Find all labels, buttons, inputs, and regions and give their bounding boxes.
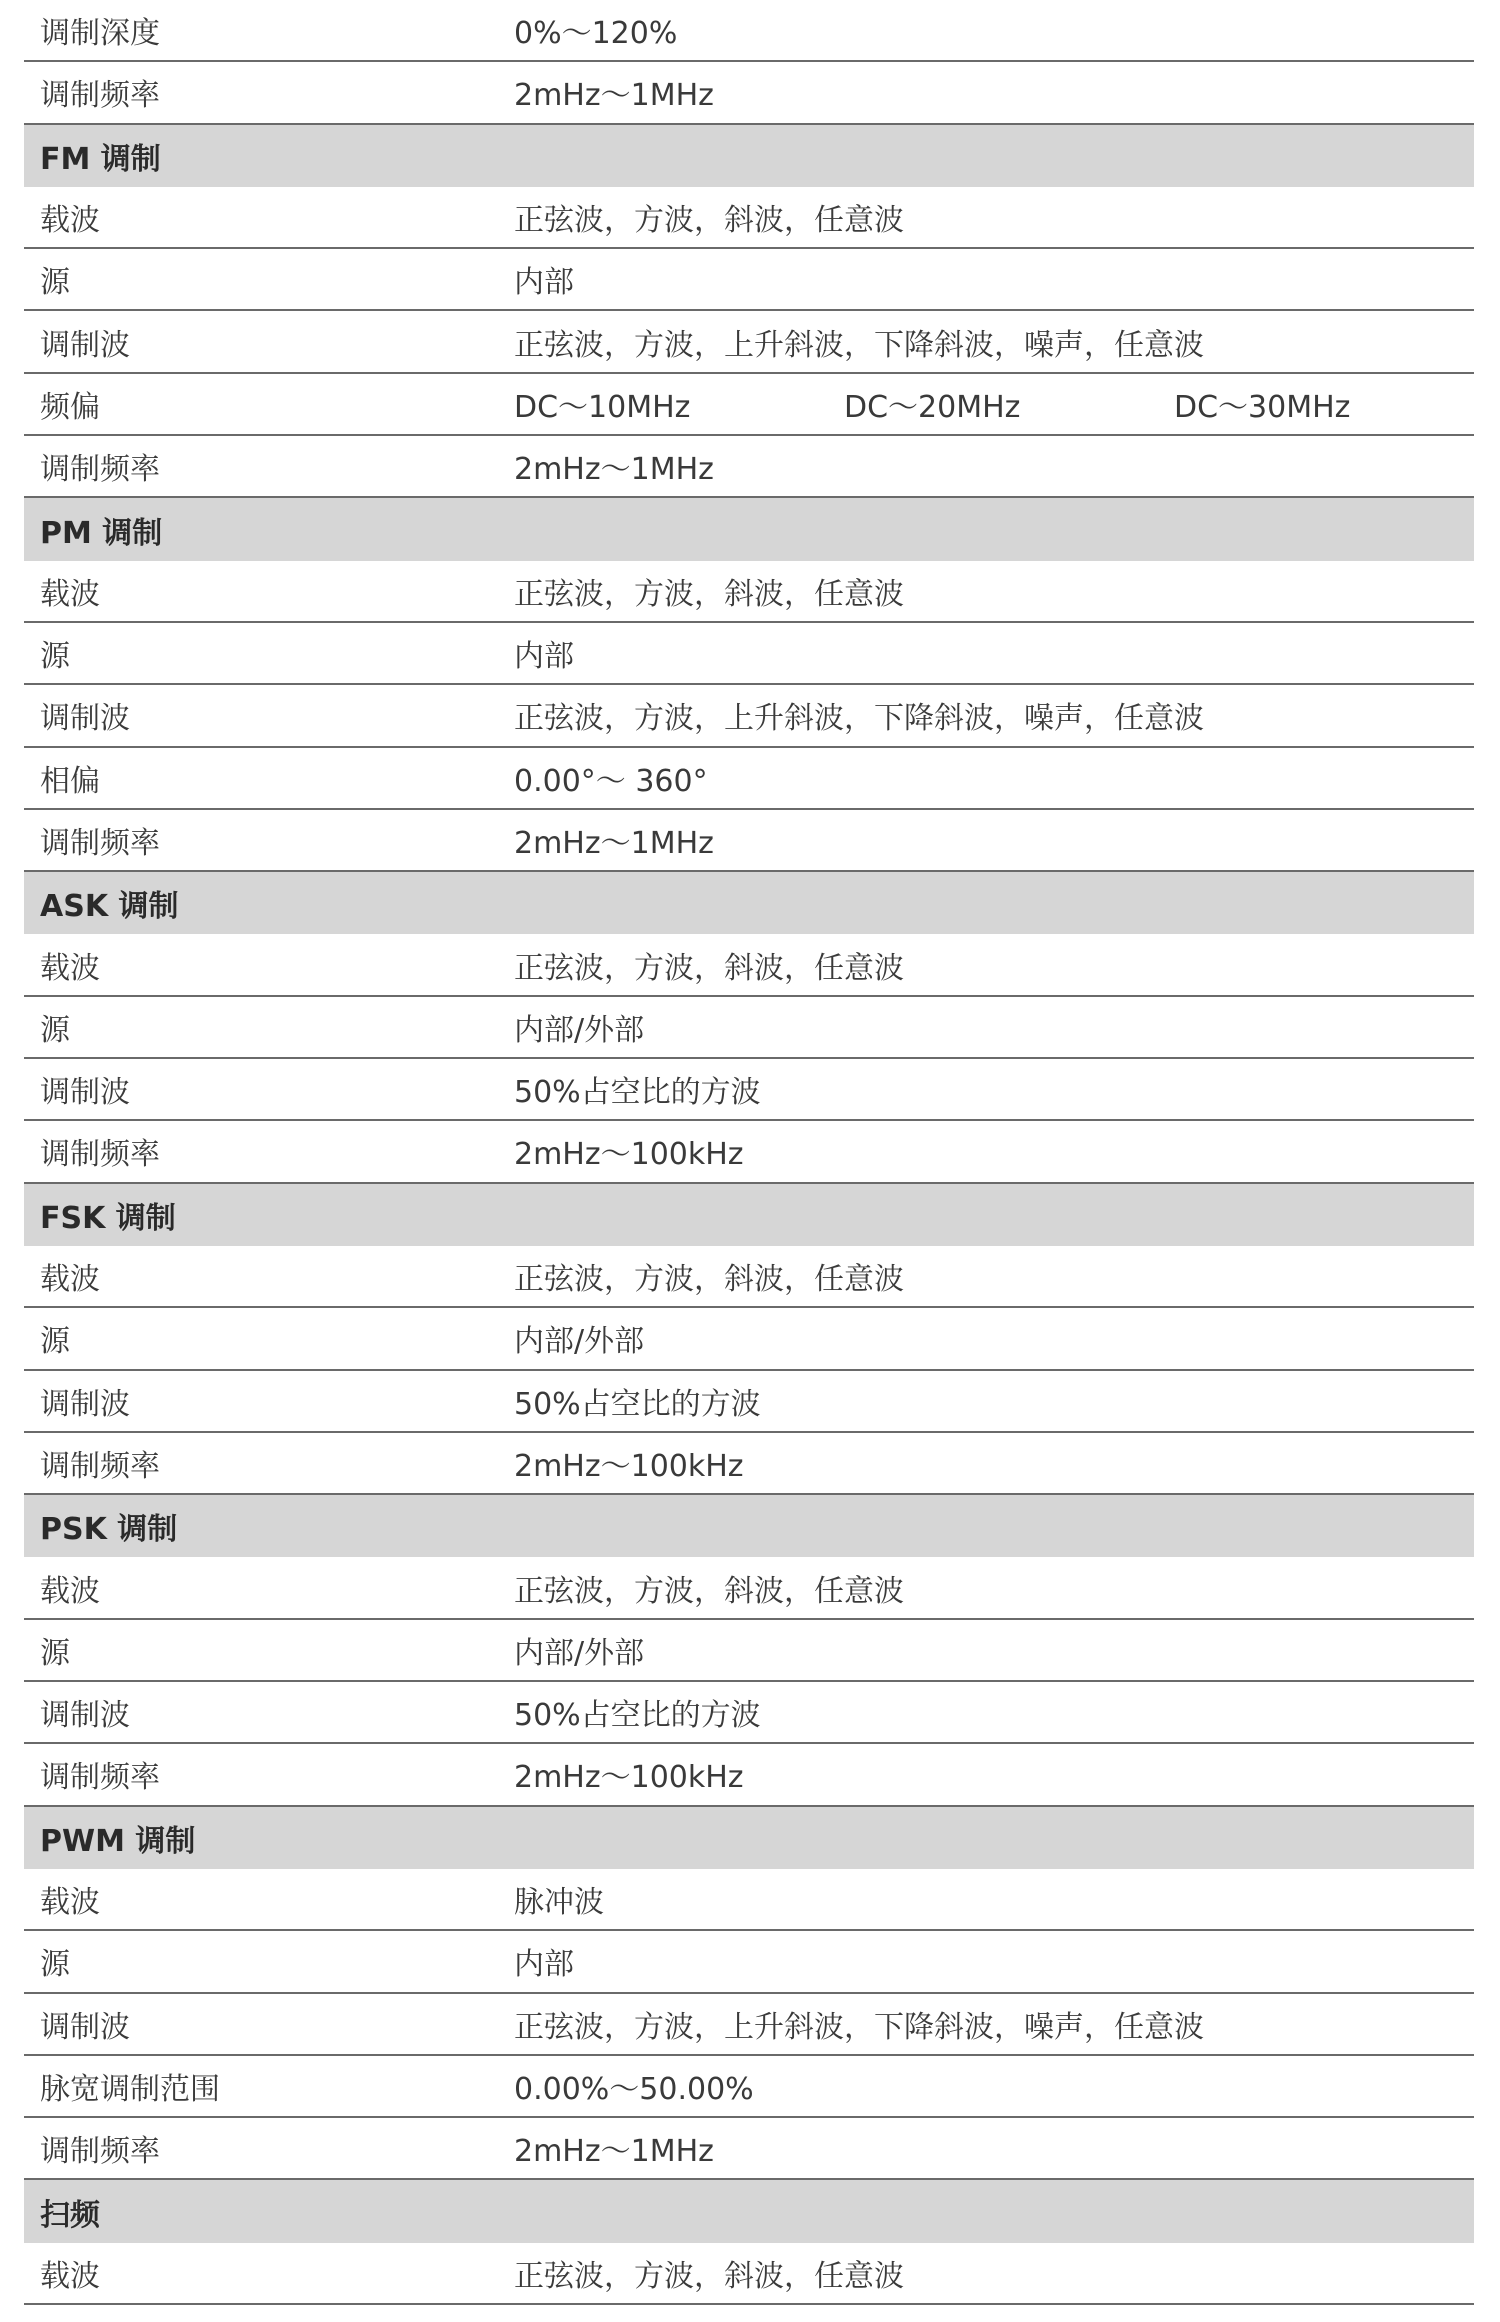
- row-value: 50%占空比的方波: [514, 1386, 761, 1422]
- table-row: [24, 685, 1474, 747]
- row-label: 调制频率: [40, 452, 160, 488]
- row-label: 调制频率: [40, 2134, 160, 2170]
- table-row: [24, 934, 1474, 996]
- section-title: ASK 调制: [40, 889, 179, 925]
- table-row: [24, 2118, 1474, 2180]
- row-value: 50%占空比的方波: [514, 1698, 761, 1734]
- row-label: 载波: [40, 203, 100, 239]
- row-value: 内部: [514, 265, 574, 301]
- row-label: 源: [40, 639, 70, 675]
- row-label: 脉宽调制范围: [40, 2071, 220, 2107]
- row-label: 载波: [40, 1885, 100, 1921]
- section-header: [24, 1807, 1474, 1869]
- spec-table: [24, 0, 1474, 2305]
- section-title: FM 调制: [40, 141, 161, 177]
- section-header: [24, 872, 1474, 934]
- table-row: [24, 748, 1474, 810]
- table-row: [24, 1433, 1474, 1495]
- table-row: [24, 1620, 1474, 1682]
- table-row: [24, 374, 1474, 436]
- section-title: FSK 调制: [40, 1200, 176, 1236]
- row-label: 源: [40, 1947, 70, 1983]
- row-label: 调制频率: [40, 1760, 160, 1796]
- table-row: [24, 561, 1474, 623]
- table-row: [24, 2056, 1474, 2118]
- row-label: 源: [40, 265, 70, 301]
- row-label: 调制波: [40, 1075, 130, 1111]
- row-value: 正弦波，方波，斜波，任意波: [514, 1262, 904, 1298]
- row-value: 2mHz～100kHz: [514, 1760, 744, 1796]
- row-value: 0%～120%: [514, 16, 678, 52]
- table-row: [24, 1371, 1474, 1433]
- row-value: 2mHz～100kHz: [514, 1137, 744, 1173]
- row-value: 内部/外部: [514, 1324, 645, 1360]
- row-label: 频偏: [40, 389, 100, 425]
- row-value: 正弦波，方波，斜波，任意波: [514, 576, 904, 612]
- table-row: [24, 2243, 1474, 2305]
- row-label: 载波: [40, 2258, 100, 2294]
- table-row: [24, 1994, 1474, 2056]
- row-value: 2mHz～1MHz: [514, 452, 714, 488]
- row-value: 正弦波，方波，斜波，任意波: [514, 203, 904, 239]
- row-value: DC～30MHz: [1174, 389, 1351, 425]
- table-row: [24, 436, 1474, 498]
- table-row: [24, 1059, 1474, 1121]
- section-header: [24, 2180, 1474, 2242]
- row-value: 内部/外部: [514, 1012, 645, 1048]
- row-label: 调制波: [40, 327, 130, 363]
- row-label: 载波: [40, 950, 100, 986]
- table-row: [24, 311, 1474, 373]
- row-label: 调制深度: [40, 16, 160, 52]
- section-header: [24, 1495, 1474, 1557]
- row-label: 相偏: [40, 763, 100, 799]
- row-value: 正弦波，方波，上升斜波，下降斜波，噪声，任意波: [514, 701, 1204, 737]
- section-title: PSK 调制: [40, 1512, 178, 1548]
- row-value: 内部/外部: [514, 1635, 645, 1671]
- row-value: 0.00°～ 360°: [514, 763, 708, 799]
- row-label: 调制波: [40, 1698, 130, 1734]
- row-label: 调制频率: [40, 78, 160, 114]
- row-label: 载波: [40, 1573, 100, 1609]
- table-row: [24, 1557, 1474, 1619]
- row-value: 2mHz～1MHz: [514, 2134, 714, 2170]
- table-row: [24, 1308, 1474, 1370]
- section-header: [24, 498, 1474, 560]
- table-row: [24, 1682, 1474, 1744]
- row-label: 载波: [40, 576, 100, 612]
- section-title: 扫频: [40, 2197, 100, 2233]
- row-value: 正弦波，方波，上升斜波，下降斜波，噪声，任意波: [514, 2009, 1204, 2045]
- row-value: 2mHz～1MHz: [514, 826, 714, 861]
- row-value: 正弦波，方波，斜波，任意波: [514, 2258, 904, 2294]
- table-row: [24, 1121, 1474, 1183]
- table-row: [24, 623, 1474, 685]
- table-row: [24, 1744, 1474, 1806]
- row-label: 调制频率: [40, 1448, 160, 1484]
- table-row: [24, 997, 1474, 1059]
- table-row: [24, 1931, 1474, 1993]
- row-value: 0.00%～50.00%: [514, 2071, 754, 2107]
- row-label: 调制波: [40, 701, 130, 737]
- table-row: [24, 810, 1474, 872]
- table-row: [24, 187, 1474, 249]
- section-header: [24, 125, 1474, 187]
- section-title: PM 调制: [40, 515, 163, 551]
- table-row: [24, 62, 1474, 124]
- row-value: 正弦波，方波，斜波，任意波: [514, 1573, 904, 1609]
- row-label: 载波: [40, 1262, 100, 1298]
- row-label: 调制频率: [40, 1137, 160, 1173]
- row-value: 正弦波，方波，斜波，任意波: [514, 950, 904, 986]
- row-value: 内部: [514, 1947, 574, 1983]
- row-value: DC～10MHz: [514, 389, 691, 425]
- row-value: 正弦波，方波，上升斜波，下降斜波，噪声，任意波: [514, 327, 1204, 363]
- row-label: 调制频率: [40, 826, 160, 861]
- row-label: 源: [40, 1324, 70, 1360]
- row-value: 脉冲波: [514, 1885, 604, 1921]
- table-row: [24, 1246, 1474, 1308]
- row-value: 2mHz～100kHz: [514, 1448, 744, 1484]
- row-value: DC～20MHz: [844, 389, 1021, 425]
- table-row: [24, 249, 1474, 311]
- section-header: [24, 1184, 1474, 1246]
- row-label: 调制波: [40, 1386, 130, 1422]
- table-row: [24, 1869, 1474, 1931]
- row-value: 50%占空比的方波: [514, 1075, 761, 1111]
- row-label: 调制波: [40, 2009, 130, 2045]
- row-value: 2mHz～1MHz: [514, 78, 714, 114]
- table-row: [24, 0, 1474, 62]
- row-label: 源: [40, 1635, 70, 1671]
- row-value: 内部: [514, 639, 574, 675]
- section-title: PWM 调制: [40, 1823, 196, 1859]
- row-label: 源: [40, 1012, 70, 1048]
